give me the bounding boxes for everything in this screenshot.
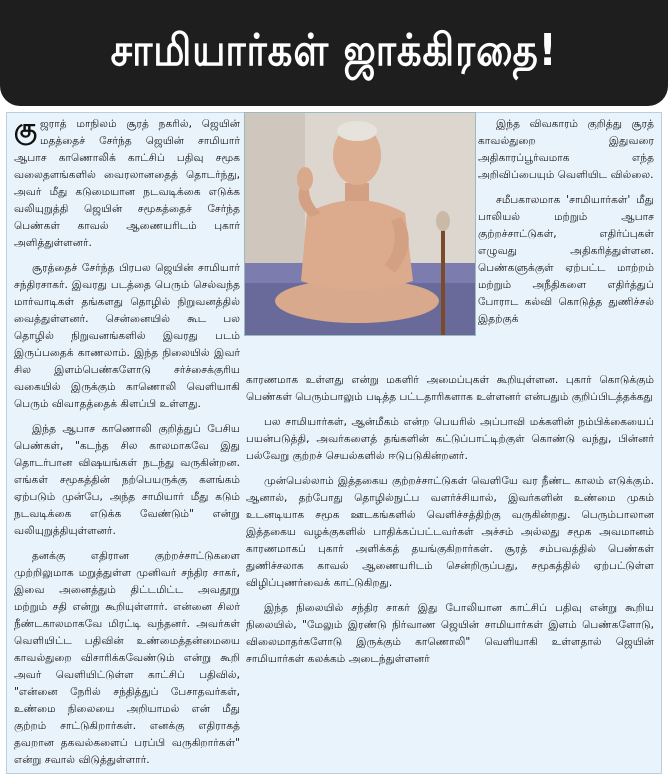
paragraph-6: சமீபகாலமாக 'சாமியார்கள்' மீது பாலியல் மற்றும் ஆபாச குற்றச்சாட்டுகள், எதிர்ப்புகள் எழுவது அதிகரித்துள்ளன. பெண்களுக்குள் ஏற்பட்ட மாற்றம் மற்றும் அநீதிகளை எதிர்த்துப் போராட கல்வி கொடுத்த துணிச்சல் இதற்குக் [478,194,654,325]
paragraph-7: காரணமாக உள்ளது என்று மகளிர் அமைப்புகள் கூறியுள்ளன. புகார் கொடுக்கும் பெண்கள் பெரும்பாலும் படித்த பட்டதாரிகளாக உள்ளனர் என்பதும் குறிப்பிடத்தக்கது [246,374,654,403]
headline-banner [0,0,668,106]
dropcap: கு [14,114,37,144]
article-wide-column [246,372,654,676]
paragraph-5: இந்த விவகாரம் குறித்து சூரத் காவல்துறை இதுவரை அதிகாரப்பூர்வமாக எந்த அறிவிப்பையும் வெளியிட வில்லை. [478,118,654,181]
monk-illustration [245,113,475,335]
article-right-column [478,116,654,336]
paragraph-9: முன்பெல்லாம் இத்தகைய குற்றச்சாட்டுகள் வெளியே வர நீண்ட காலம் எடுக்கும். ஆனால், தற்போது தொழில்நுட்ப வளர்ச்சியால், இவர்களின் உண்மை முகம் உடனடியாக சமூக ஊடகங்களில் வெளிச்சத்திற்கு வருகின்றது. பெரும்பாலான இத்தகைய வழக்குகளில் பாதிக்கப்பட்டவர்கள் அச்சம் அல்லது சமூக அவமானம் காரணமாகப் புகார் அளிக்கத் தயங்குகிறார்கள். சூரத் சம்பவத்தில் பெண்கள் துணிச்சலாக காவல் ஆணையரிடம் சென்றிருப்பது, சமூகத்தில் ஏற்பட்டுள்ள விழிப்புணர்வைக் காட்டுகிறது. [246,475,654,589]
paragraph-3: இந்த ஆபாச காணொலி குறித்துப் பேசிய பெண்கள், "கடந்த சில காலமாகவே இது தொடர்பான விஷயங்கள் நடந்து வருகின்றன. எங்கள் சமூகத்தின் நற்பெயருக்கு களங்கம் ஏற்படும் முன்பே, அந்த சாமியார் மீது கடும் நடவடிக்கை எடுக்க வேண்டும்" என்று வலியுறுத்தியுள்ளனர். [14,423,240,537]
article-left-column [14,116,240,777]
paragraph-10: இந்த நிலையில் சந்திர சாகர் இது போலியான காட்சிப் பதிவு என்று கூறிய நிலையில், "மேலும் இரண்டு நிர்வாண ஜெயின் சாமியார்கள் இளம் பெண்களோடு, விலைமாதர்களோடு இருக்கும் காணொலி" வெளியாகி உள்ளதால் ஜெயின் சாமியார்கள் கலக்கம் அடைந்துள்ளனர் [246,602,654,665]
paragraph-1: குஜராத் மாநிலம் சூரத் நகரில், ஜெயின் மதத்தைச் சேர்ந்த ஜெயின் சாமியார் ஆபாச காணொலிக் காட்சிப் பதிவு சமூக வலைதளங்களில் வைரலானதைத் தொடர்ந்து, அவர் மீது கடுமையான நடவடிக்கை எடுக்க வலியுறுத்தி ஜெயின் சமூகத்தைச் சேர்ந்த பெண்கள் காவல் ஆணையரிடம் புகார் அளித்துள்ளனர். [14,114,240,249]
headline: சாமியார்கள் ஜாக்கிரதை! [110,25,558,76]
paragraph-2: சூரத்தைச் சேர்ந்த பிரபல ஜெயின் சாமியார் சந்திரசாகர். இவரது படத்தை பெரும் செல்வந்த மார்வாடிகள் தங்களது தொழில் நிறுவனத்தில் வைத்துள்ளனர். சென்னையில் கூட பல தொழில் நிறுவனங்களில் இவரது படம் இருப்பதைக் காணலாம். இந்த நிலையில் இவர் சில இளம்பெண்களோடு சர்ச்சைக்குரிய வகையில் இருக்கும் காணொலி வெளியாகி பெரும் விவாதத்தைக் கிளப்பி உள்ளது. [14,262,240,410]
seated-monk-photo [244,112,476,336]
paragraph-8: பல சாமியார்கள், ஆன்மீகம் என்ற பெயரில் அப்பாவி மக்களின் நம்பிக்கையைப் பயன்படுத்தி, அவர்களைத் தங்களின் கட்டுப்பாட்டிற்குள் கொண்டு வந்து, பின்னர் பல்வேறு குற்றச் செயல்களில் ஈடுபடுகின்றனர். [246,416,654,462]
paragraph-4: தனக்கு எதிரான குற்றச்சாட்டுகளை முற்றிலுமாக மறுத்துள்ள முனிவர் சந்திர சாகர், இவை அனைத்தும் திட்டமிட்ட அவதூறு மற்றும் சதி என்று கூறியுள்ளார். என்னை சிலர் நீண்டகாலமாகவே மிரட்டி வந்தனர். அவர்கள் வெளியிட்ட பதிவின் உண்மைத்தன்மையை காவல்துறை விசாரிக்கவேண்டும் என்று கூறி அவர் வெளியிட்டுள்ள காட்சிப் பதிவில், "என்னை நேரில் சந்தித்துப் பேசாதவர்கள், உண்மை நிலையை அறியாமல் என் மீது குற்றம் சாட்டுகிறார்கள். எனக்கு எதிராகத் தவறான தகவல்களைப் பரப்பி வருகிறார்கள்" என்று சவால் விடுத்துள்ளார். [14,550,240,766]
